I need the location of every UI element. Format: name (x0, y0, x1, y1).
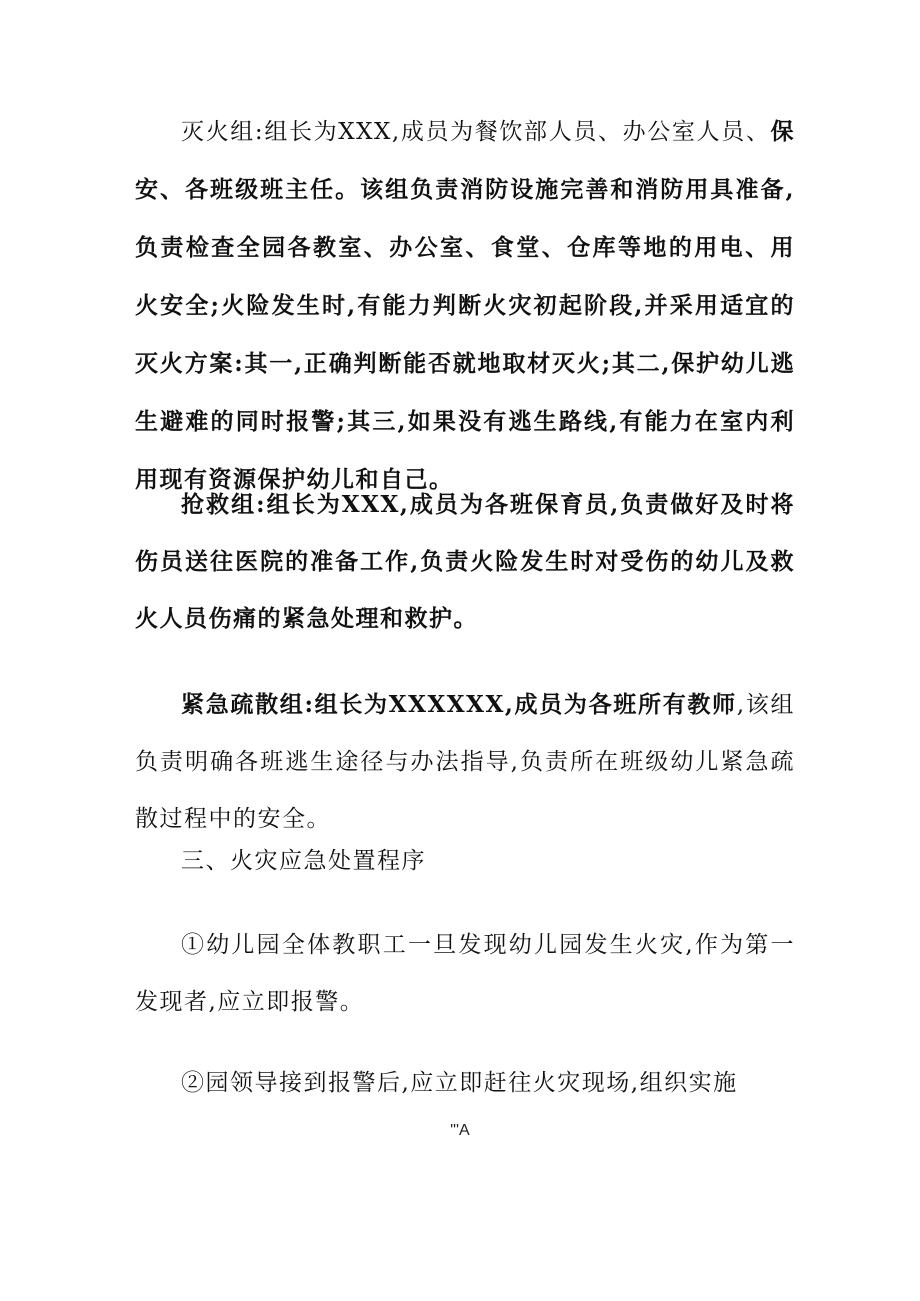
paragraph-evacuation-group (135, 676, 795, 848)
page-footer-mark: "'A (450, 1122, 470, 1139)
section-heading: 三、火灾应急处置程序 (181, 848, 426, 874)
paragraph-rescue-group: 抢救组:组长为XXX,成员为各班保育员,负责做好及时将伤员送往医院的准备工作,负责火险发生时对受伤的幼儿及救火人员伤痛的紧急处理和救护。 (135, 491, 795, 632)
paragraph-fire-fighting-group (135, 103, 795, 509)
paragraph-body: ,该组负责明确各班逃生途径与办法指导,负责所在班级幼儿紧急疏散过程中的安全。 (135, 692, 795, 832)
paragraph-lead: 灭火组:组长为XXX,成员为餐饮部人员、办公室人员、 (181, 119, 771, 145)
paragraph-body: 保安、各班级班主任。该组负责消防设施完善和消防用具准备,负责检查全园各教室、办公室、食堂、仓库等地的用电、用火安全;火险发生时,有能力判断火灾初起阶段,并采用适宜的灭火方案:其一,正确判断能否就地取材灭火;其二,保护幼儿逃生避难的同时报警;其三,如果没有逃生路线,有能力在室内利用现有资源保护幼儿和自己。 (135, 118, 795, 493)
paragraph-step-1: ①幼儿园全体教职工一旦发现幼儿园发生火灾,作为第一发现者,应立即报警。 (135, 932, 795, 1015)
paragraph-step-2: ②园领导接到报警后,应立即赶往火灾现场,组织实施 (181, 1070, 738, 1096)
paragraph-lead: 紧急疏散组:组长为XXXXXX,成员为各班所有教师 (181, 691, 737, 718)
